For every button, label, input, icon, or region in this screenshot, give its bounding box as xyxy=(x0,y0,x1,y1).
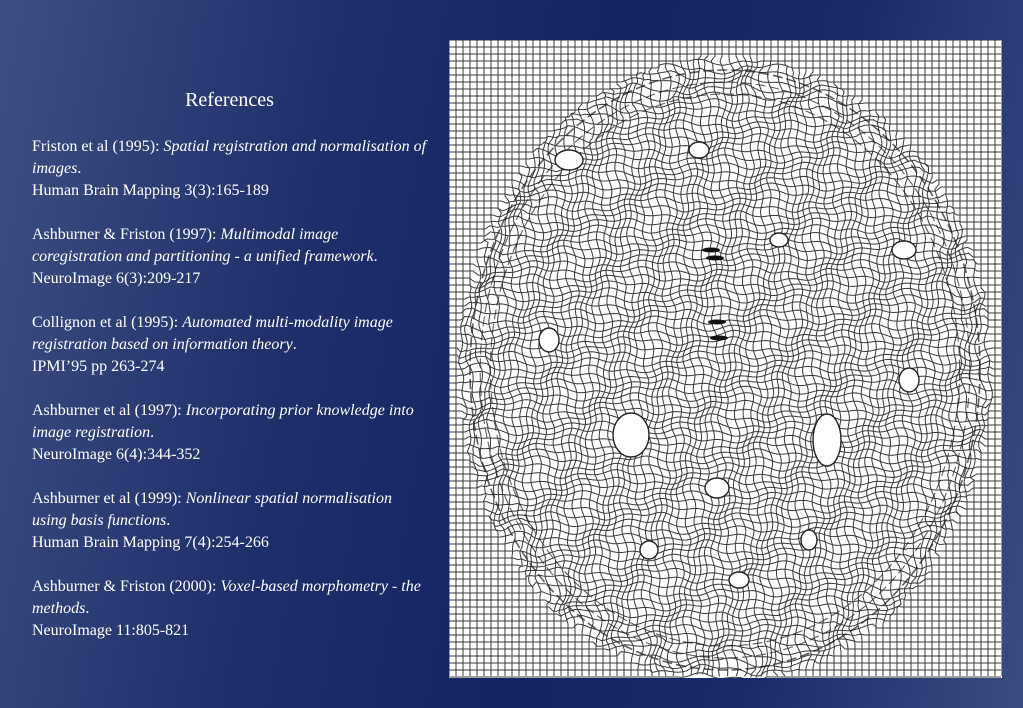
ventricle-blob xyxy=(689,142,709,158)
ventricle-blob xyxy=(555,150,583,170)
reference-source: Human Brain Mapping 3(3):165-189 xyxy=(32,182,269,199)
reference-authors: Ashburner & Friston (2000): xyxy=(32,578,221,595)
reference-item xyxy=(32,400,427,466)
ventricle-blob xyxy=(729,572,749,588)
reference-period: . xyxy=(166,512,171,529)
reference-title: Voxel-based morphometry - the methods xyxy=(32,578,421,617)
ventricle-blob xyxy=(539,328,559,352)
ventricle-blob xyxy=(801,530,817,550)
warped-brain-grid xyxy=(449,40,1002,678)
reference-authors: Ashburner et al (1997): xyxy=(32,402,186,419)
reference-period: . xyxy=(373,248,378,265)
reference-source: Human Brain Mapping 7(4):254-266 xyxy=(32,534,269,551)
references-panel xyxy=(32,88,427,664)
reference-source: NeuroImage 6(3):209-217 xyxy=(32,270,201,287)
ventricle-blob xyxy=(640,541,658,559)
ventricle-blob xyxy=(892,241,916,259)
slide-title: References xyxy=(185,89,274,111)
reference-title: Spatial registration and normalisation of images xyxy=(32,138,427,177)
reference-title: Incorporating prior knowledge into image registration xyxy=(32,402,414,441)
reference-title: Automated multi-modality image registration based on information theory xyxy=(32,314,393,353)
reference-item xyxy=(32,224,427,290)
reference-authors: Ashburner & Friston (1997): xyxy=(32,226,221,243)
reference-period: . xyxy=(77,160,82,177)
reference-source: NeuroImage 6(4):344-352 xyxy=(32,446,201,463)
ventricle-blob xyxy=(613,413,649,457)
reference-title: Nonlinear spatial normalisation using basis functions xyxy=(32,490,392,529)
deformation-grid-image xyxy=(449,40,1002,678)
reference-item xyxy=(32,136,427,202)
reference-period: . xyxy=(292,336,297,353)
reference-item xyxy=(32,488,427,554)
midline-mark xyxy=(706,256,724,261)
reference-authors: Friston et al (1995): xyxy=(32,138,164,155)
reference-item xyxy=(32,576,427,642)
ventricle-blob xyxy=(899,368,919,392)
reference-authors: Collignon et al (1995): xyxy=(32,314,183,331)
midline-mark xyxy=(708,320,726,325)
reference-period: . xyxy=(150,424,155,441)
reference-title: Multimodal image coregistration and partitioning - a unified framework xyxy=(32,226,374,265)
reference-source: NeuroImage 11:805-821 xyxy=(32,622,190,639)
reference-period: . xyxy=(85,600,90,617)
ventricle-blob xyxy=(770,233,788,247)
ventricle-blob xyxy=(705,478,729,498)
midline-mark xyxy=(710,336,728,341)
midline-mark xyxy=(702,248,720,253)
reference-source: IPMI’95 pp 263-274 xyxy=(32,358,165,375)
reference-item xyxy=(32,312,427,378)
ventricle-blob xyxy=(813,414,841,466)
reference-authors: Ashburner et al (1999): xyxy=(32,490,186,507)
